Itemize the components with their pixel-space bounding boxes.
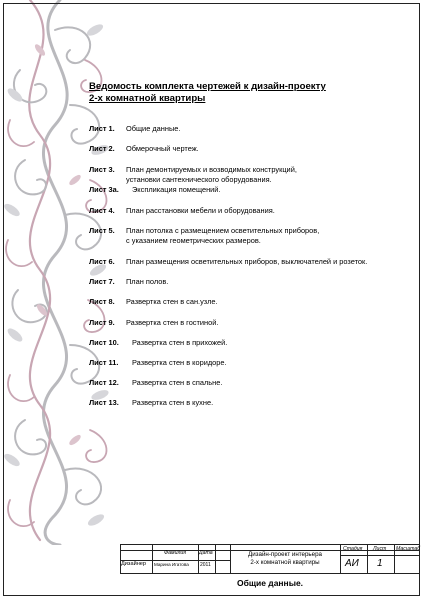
sheet-list-item [89, 297, 419, 307]
sheet-list-item [89, 378, 419, 388]
document-title [89, 81, 389, 105]
sheet-title [126, 124, 180, 134]
sheet-number: Лист 3. [89, 165, 115, 174]
role-label: Дизайнер [121, 561, 147, 567]
sheet-title [132, 378, 222, 388]
project-caption [230, 551, 340, 566]
sheet-number: Лист 9. [89, 318, 115, 327]
sheet-number: Лист 3а. [89, 185, 119, 194]
title-block-stamp [120, 544, 420, 597]
sheet-number: Лист 13. [89, 398, 119, 407]
stage-value: АИ [345, 558, 359, 569]
sheet-number: Лист 11. [89, 358, 119, 367]
sheet-title-line: Экспликация помещений. [132, 185, 221, 194]
sheet-number: Лист 2. [89, 144, 115, 153]
sheet-title-line: Обмерочный чертеж. [126, 144, 199, 153]
sheet-title [126, 165, 297, 185]
sheet-title-line: установки сантехнического оборудования. [126, 175, 272, 184]
sheet-list-item [89, 226, 419, 246]
col-stage-header: Стадия [343, 546, 363, 552]
sheet-title-line: Развертка стен в коридоре. [132, 358, 227, 367]
sheet-number: Лист 10. [89, 338, 119, 347]
stamp-sheet-name: Общие данные. [236, 578, 304, 588]
title-line-1: Ведомость комплекта чертежей к дизайн-проекту [89, 81, 326, 92]
sheet-list-item [89, 206, 419, 216]
sheet-title-line: План потолка с размещением осветительных приборов, [126, 226, 320, 235]
col-sheet-header: Лист [373, 546, 387, 552]
sheet-number: Лист 7. [89, 277, 115, 286]
sheet-number: Лист 4. [89, 206, 115, 215]
sheet-title [132, 185, 221, 195]
sheet-list-item [89, 358, 419, 368]
sheet-title-line: Развертка стен в спальне. [132, 378, 223, 387]
sheet-title [126, 297, 218, 307]
sheet-list-item [89, 338, 419, 348]
sheet-title-line: Развертка стен в прихожей. [132, 338, 228, 347]
sheet-list-item [89, 165, 419, 185]
sheet-title-line: Развертка стен в сан.узле. [126, 297, 218, 306]
sheet-number: Лист 8. [89, 297, 115, 306]
sheet-title [126, 257, 367, 267]
sheet-list-item [89, 185, 419, 195]
title-line-2: 2-х комнатной квартиры [89, 93, 206, 104]
sheet-title [126, 226, 319, 246]
sheet-title-line: План демонтируемых и возводимых конструкций, [126, 165, 297, 174]
sheet-title-line: Развертка стен в кухне. [132, 398, 214, 407]
sheet-list-item [89, 398, 419, 408]
year-value: 2011 [200, 561, 211, 568]
sheet-number: Лист 6. [89, 257, 115, 266]
sheet-title-line: Общие данные. [126, 124, 181, 133]
sheet-number-value: 1 [377, 558, 383, 569]
designer-name: Марина Игатова [154, 561, 189, 567]
sheet-title-line: с указанием геометрических размеров. [126, 236, 261, 245]
sheet-title [126, 318, 218, 328]
sheet-title [126, 144, 199, 154]
col-surname-header: Фамилия [164, 550, 187, 556]
sheet-title-line: План полов. [126, 277, 169, 286]
sheet-title-line: Развертка стен в гостиной. [126, 318, 219, 327]
sheet-title-line: План расстановки мебели и оборудования. [126, 206, 275, 215]
col-scale-header: Масштаб [396, 546, 421, 552]
sheet-title [126, 277, 168, 287]
sheet-title [132, 398, 213, 408]
project-line-2: 2-х комнатной квартиры [250, 558, 320, 566]
sheet-number: Лист 1. [89, 124, 115, 133]
sheet-list-item [89, 318, 419, 328]
sheet-list-item [89, 277, 419, 287]
sheet-list-item [89, 124, 419, 134]
sheet-number: Лист 12. [89, 378, 119, 387]
sheet-list-item [89, 144, 419, 154]
col-date-header: Дата [199, 550, 213, 556]
sheet-title [126, 206, 275, 216]
sheet-title-line: План размещения осветительных приборов, выключателей и розеток. [126, 257, 368, 266]
project-line-1: Дизайн-проект интерьера [248, 551, 322, 558]
sheet-title [132, 358, 227, 368]
sheet-list-item [89, 257, 419, 267]
sheet-number: Лист 5. [89, 226, 115, 235]
sheet-title [132, 338, 227, 348]
